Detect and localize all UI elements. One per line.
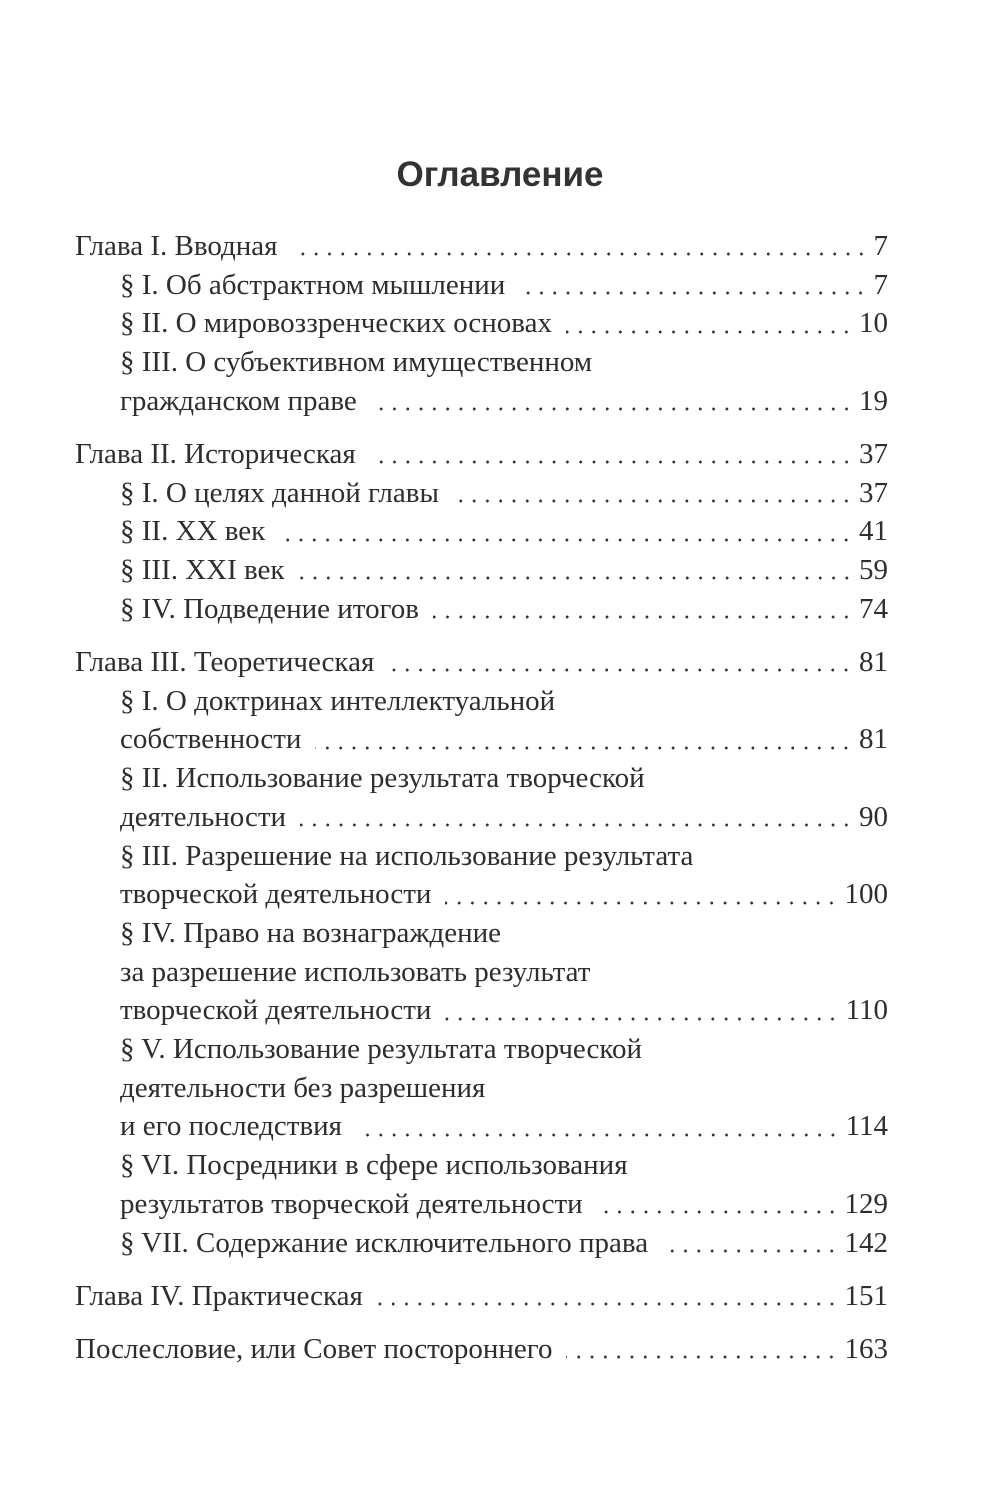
page-number: 163 <box>844 1332 888 1365</box>
toc-entry-text: § II. О мировоззренческих основах <box>120 307 552 340</box>
toc-line <box>75 643 888 682</box>
page-number: 74 <box>859 592 888 625</box>
toc-group <box>75 643 888 1262</box>
toc-line <box>120 512 888 551</box>
page-number: 19 <box>859 384 888 417</box>
table-of-contents <box>75 227 888 1383</box>
toc-line <box>120 1185 888 1224</box>
toc-line <box>120 382 888 421</box>
toc-section-entry <box>75 914 888 1030</box>
toc-line <box>120 875 888 914</box>
toc-entry-text: результатов творческой деятельности <box>120 1187 583 1220</box>
dot-leader <box>300 823 853 827</box>
toc-line <box>120 343 888 382</box>
page-number: 10 <box>859 307 888 340</box>
toc-line <box>120 304 888 343</box>
toc-entry-text: Глава IV. Практическая <box>75 1279 363 1312</box>
toc-line <box>120 1030 888 1069</box>
toc-line <box>120 759 888 798</box>
dot-leader <box>371 407 853 411</box>
toc-section-entry <box>75 682 888 759</box>
toc-line <box>120 798 888 837</box>
toc-entry-text: § III. О субъективном имущественном <box>120 346 593 379</box>
dot-leader <box>388 668 853 672</box>
toc-entry-text: деятельности без разрешения <box>120 1071 486 1104</box>
toc-section-entry <box>75 590 888 629</box>
toc-entry-text: § I. О доктринах интеллектуальной <box>120 684 556 717</box>
dot-leader <box>662 1249 838 1253</box>
toc-line <box>120 1069 888 1108</box>
toc-line <box>120 1146 888 1185</box>
toc-line <box>120 914 888 953</box>
page-title: Оглавление <box>396 155 604 195</box>
dot-leader <box>453 499 853 503</box>
toc-line <box>75 1277 888 1316</box>
dot-leader <box>597 1210 839 1214</box>
toc-line <box>120 1107 888 1146</box>
page-number: 81 <box>859 646 888 679</box>
page-number: 142 <box>844 1226 888 1259</box>
toc-chapter-entry <box>75 1277 888 1316</box>
page-number: 37 <box>859 476 888 509</box>
toc-entry-text: собственности <box>120 723 302 756</box>
dot-leader <box>566 1355 838 1359</box>
toc-section-entry <box>75 1030 888 1146</box>
toc-entry-text: за разрешение использовать результат <box>120 955 591 988</box>
page-number: 59 <box>859 554 888 587</box>
toc-line <box>75 435 888 474</box>
toc-section-entry <box>75 512 888 551</box>
toc-line <box>120 682 888 721</box>
dot-leader <box>445 1017 839 1021</box>
toc-entry-text: § II. XX век <box>120 515 266 548</box>
toc-entry-text: § IV. Право на вознаграждение <box>120 916 501 949</box>
toc-line <box>120 590 888 629</box>
toc-line <box>120 474 888 513</box>
toc-entry-text: § IV. Подведение итогов <box>120 592 419 625</box>
toc-entry-text: Глава II. Историческая <box>75 438 356 471</box>
toc-entry-text: деятельности <box>120 800 287 833</box>
page-number: 100 <box>844 878 888 911</box>
toc-chapter-entry <box>75 435 888 474</box>
toc-line <box>120 991 888 1030</box>
toc-line <box>120 551 888 590</box>
toc-line <box>75 1330 888 1369</box>
toc-chapter-entry <box>75 227 888 266</box>
page-number: 7 <box>873 230 888 262</box>
dot-leader <box>377 1302 839 1306</box>
toc-entry-text: § V. Использование результата творческой <box>120 1033 643 1066</box>
toc-group <box>75 435 888 629</box>
toc-line <box>120 837 888 876</box>
toc-section-entry <box>75 474 888 513</box>
toc-entry-text: § III. XXI век <box>120 554 285 587</box>
toc-entry-text: § III. Разрешение на использование результата <box>120 839 694 872</box>
page-number: 129 <box>844 1187 888 1220</box>
toc-section-entry <box>75 304 888 343</box>
dot-leader <box>445 901 838 905</box>
toc-group <box>75 227 888 421</box>
dot-leader <box>519 291 867 295</box>
page-number: 41 <box>859 515 888 548</box>
toc-section-entry <box>75 1146 888 1223</box>
toc-entry-text: § I. Об абстрактном мышлении <box>120 268 506 301</box>
toc-entry-text: § II. Использование результата творческой <box>120 762 645 795</box>
toc-entry-text: творческой деятельности <box>120 994 432 1027</box>
toc-section-entry <box>75 759 888 836</box>
dot-leader <box>315 746 853 750</box>
toc-entry-text: § I. О целях данной главы <box>120 476 439 509</box>
dot-leader <box>299 576 854 580</box>
toc-entry-text: гражданском праве <box>120 384 357 417</box>
toc-line <box>120 1224 888 1263</box>
page-number: 7 <box>873 268 888 301</box>
page-number: 81 <box>859 723 888 756</box>
toc-entry-text: Послесловие, или Совет постороннего <box>75 1332 553 1365</box>
dot-leader <box>292 252 868 256</box>
page-number: 110 <box>845 994 888 1027</box>
toc-entry-text: § VII. Содержание исключительного права <box>120 1226 649 1259</box>
toc-line <box>75 227 888 266</box>
dot-leader <box>356 1133 840 1137</box>
toc-line <box>120 266 888 305</box>
toc-section-entry <box>75 1224 888 1263</box>
toc-entry-text: § VI. Посредники в сфере использования <box>120 1149 628 1182</box>
dot-leader <box>279 538 853 542</box>
toc-entry-text: Глава III. Теоретическая <box>75 646 375 679</box>
toc-section-entry <box>75 343 888 420</box>
toc-line <box>120 953 888 992</box>
toc-line <box>120 720 888 759</box>
toc-group <box>75 1330 888 1369</box>
dot-leader <box>370 460 853 464</box>
page-number: 90 <box>859 800 888 833</box>
toc-chapter-entry <box>75 643 888 682</box>
dot-leader <box>566 330 853 334</box>
toc-section-entry <box>75 837 888 914</box>
page-number: 37 <box>859 438 888 471</box>
toc-chapter-entry <box>75 1330 888 1369</box>
toc-section-entry <box>75 551 888 590</box>
dot-leader <box>433 615 853 619</box>
toc-group <box>75 1277 888 1316</box>
page-number: 151 <box>844 1279 888 1312</box>
toc-section-entry <box>75 266 888 305</box>
page-number: 114 <box>845 1110 888 1143</box>
toc-entry-text: и его последствия <box>120 1110 342 1143</box>
toc-entry-text: Глава I. Вводная <box>75 230 278 262</box>
toc-entry-text: творческой деятельности <box>120 878 432 911</box>
